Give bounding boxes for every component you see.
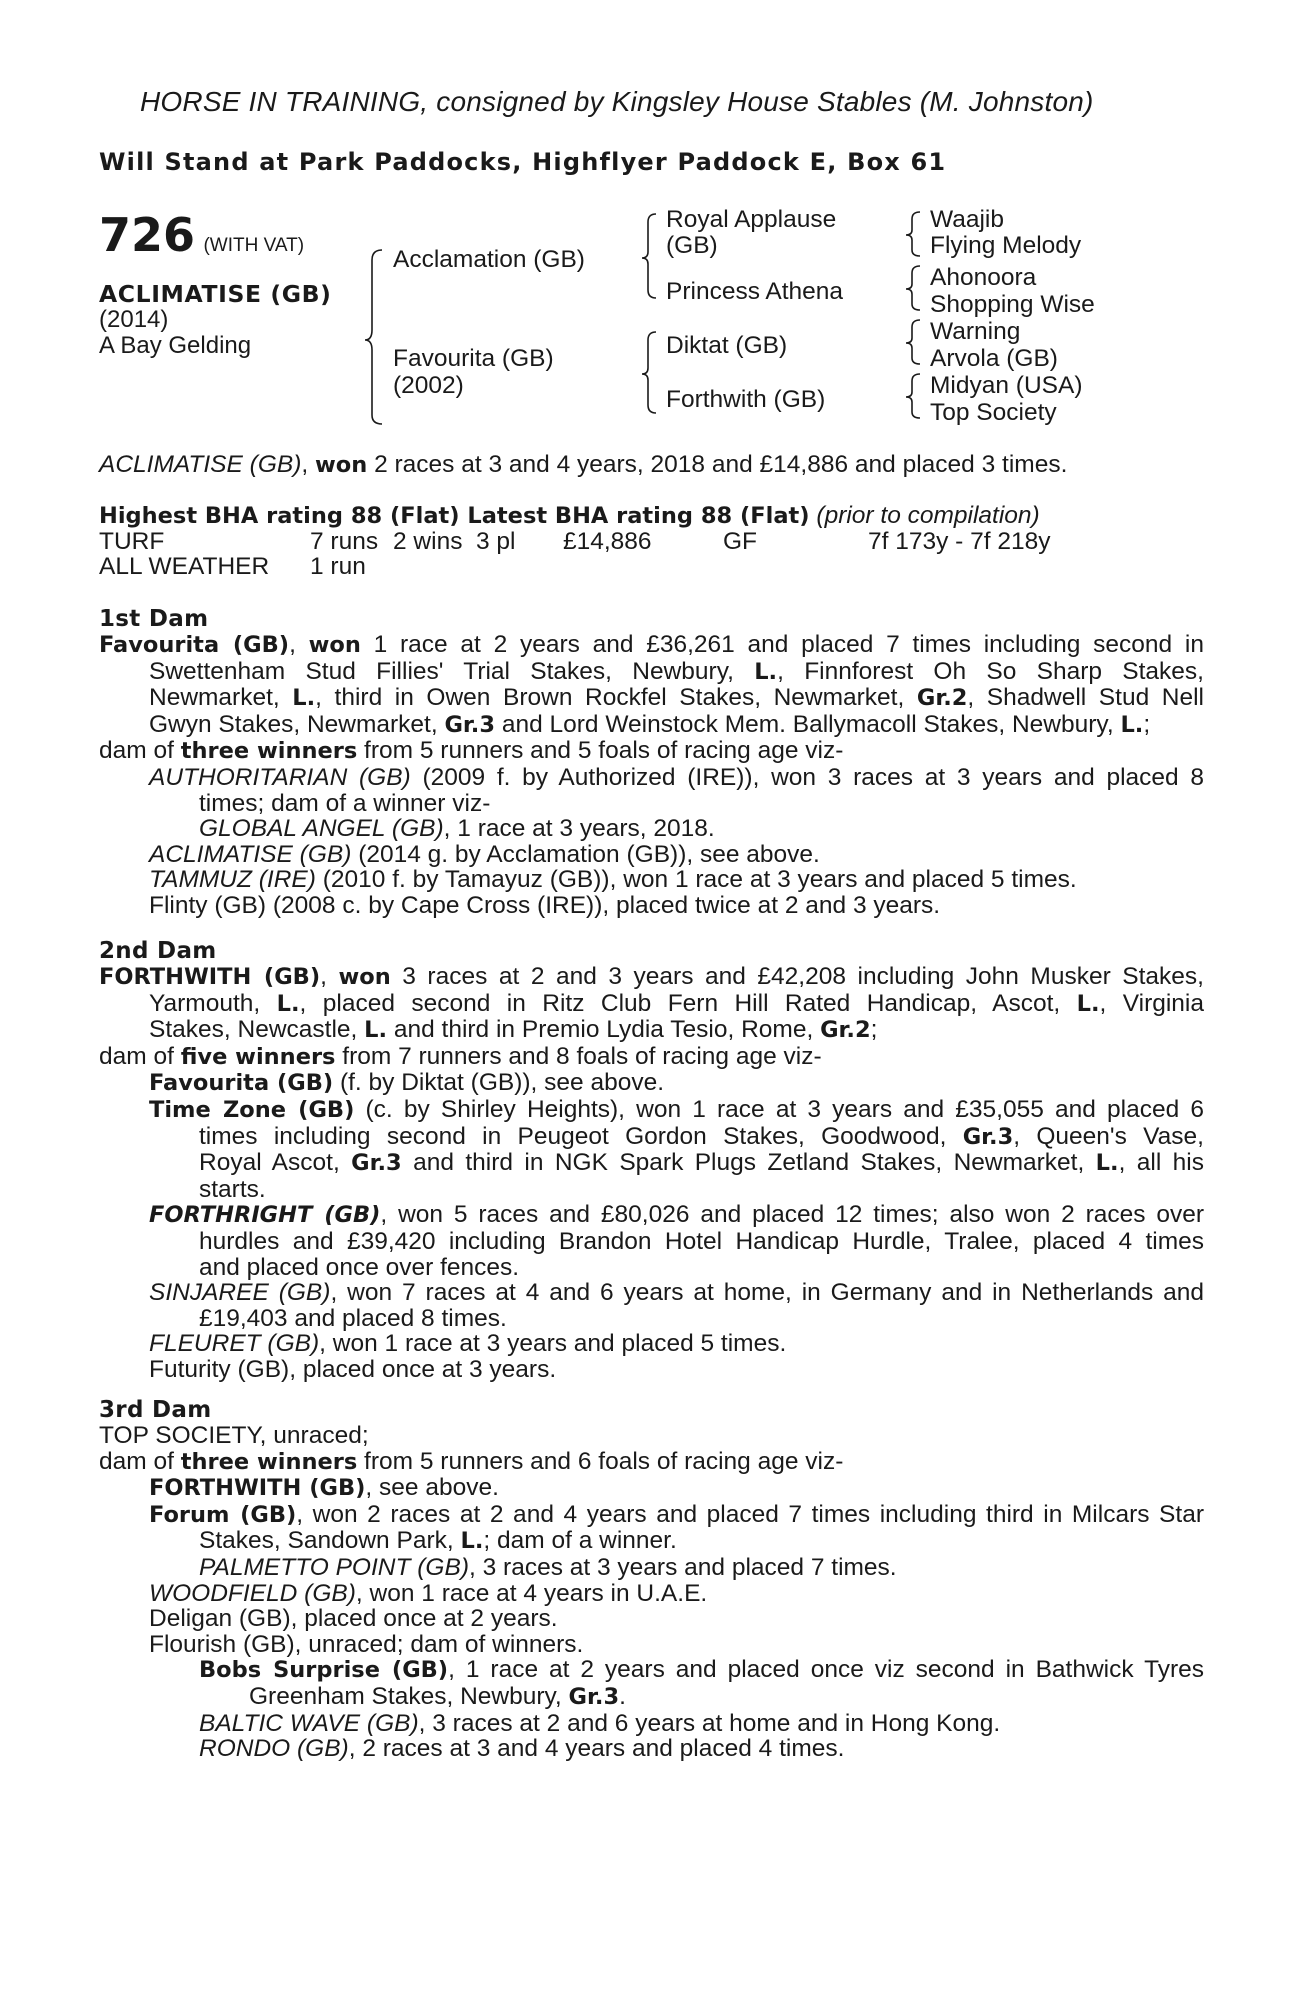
- second-dam-produce-1: Favourita (GB) (f. by Diktat (GB)), see above.: [149, 1069, 665, 1097]
- third-dam-produce-2c: PALMETTO POINT (GB), 3 races at 3 years and placed 7 times.: [199, 1553, 897, 1581]
- second-dam-produce-3b: hurdles and £39,420 including Brandon Hotel Handicap Hurdle, Tralee, placed 4 times: [199, 1227, 1204, 1255]
- pedigree-g8: Top Society: [930, 399, 1057, 426]
- second-dam-produce-4a: SINJAREE (GB), won 7 races at 4 and 6 years at home, in Germany and in Netherlands and: [149, 1279, 1204, 1307]
- third-dam-produce-1: FORTHWITH (GB), see above.: [149, 1474, 499, 1502]
- aw-label: ALL WEATHER: [99, 553, 270, 580]
- page-title: HORSE IN TRAINING, consigned by Kingsley House Stables (M. Johnston): [140, 86, 1094, 117]
- third-dam-produce-7: BALTIC WAVE (GB), 3 races at 2 and 6 years at home and in Hong Kong.: [199, 1709, 1001, 1737]
- summary-horse-name: ACLIMATISE (GB): [99, 451, 302, 478]
- turf-runs: 7 runs: [310, 528, 379, 555]
- pedigree-dam-sire: Diktat (GB): [666, 332, 788, 359]
- third-dam-produce-4: Deligan (GB), placed once at 2 years.: [149, 1605, 558, 1633]
- pedigree-g6: Arvola (GB): [930, 345, 1058, 372]
- third-dam-produce-2a: Forum (GB), won 2 races at 2 and 4 years and placed 7 times including third in Milcars Star: [149, 1500, 1204, 1528]
- first-dam-block: [99, 632, 1204, 919]
- third-dam-produce-6b: Greenham Stakes, Newbury, Gr.3.: [249, 1682, 626, 1710]
- first-dam-produce-1a: AUTHORITARIAN (GB) (2009 f. by Authorized (IRE)), won 3 races at 3 years and placed 8: [149, 763, 1205, 791]
- second-dam-heading: 2nd Dam: [99, 938, 217, 964]
- pedigree-sire: Acclamation (GB): [393, 246, 585, 273]
- pedigree-g7: Midyan (USA): [930, 372, 1083, 399]
- pedigree-sire-sire-country: (GB): [666, 232, 718, 259]
- second-dam-produce-2d: starts.: [199, 1175, 266, 1203]
- third-dam-block: [99, 1423, 1204, 1762]
- first-dam-produce-4: Flinty (GB) (2008 c. by Cape Cross (IRE)), placed twice at 2 and 3 years.: [149, 891, 941, 919]
- second-dam-produce-5: FLEURET (GB), won 1 race at 3 years and placed 5 times.: [149, 1330, 787, 1358]
- turf-wins: 2 wins: [393, 528, 463, 555]
- turf-distance: 7f 173y - 7f 218y: [868, 528, 1051, 555]
- second-dam-produce-4b: £19,403 and placed 8 times.: [199, 1304, 507, 1332]
- second-dam-block: [99, 964, 1204, 1383]
- second-dam-produce-3a: FORTHRIGHT (GB), won 5 races and £80,026 and placed 12 times; also won 2 races over: [149, 1201, 1204, 1229]
- first-dam-produce-3: TAMMUZ (IRE) (2010 f. by Tamayuz (GB)), won 1 race at 3 years and placed 5 times.: [149, 866, 1077, 894]
- pedigree-g5: Warning: [930, 318, 1021, 345]
- summary-text: 2 races at 3 and 4 years, 2018 and £14,886 and placed 3 times.: [367, 451, 1068, 478]
- second-dam-produce-6: Futurity (GB), placed once at 3 years.: [149, 1355, 557, 1383]
- pedigree-g3: Ahonoora: [930, 264, 1037, 291]
- stand-location: Will Stand at Park Paddocks, Highflyer Paddock E, Box 61: [99, 148, 947, 176]
- first-dam-heading: 1st Dam: [99, 606, 209, 632]
- first-dam-produce-1c: GLOBAL ANGEL (GB), 1 race at 3 years, 2018.: [199, 815, 715, 843]
- first-dam-line-1: Favourita (GB), won 1 race at 2 years and £36,261 and placed 7 times including second in: [99, 631, 1204, 658]
- second-dam-line-3: Stakes, Newcastle, L. and third in Premio Lydia Tesio, Rome, Gr.2;: [149, 1016, 878, 1044]
- turf-earnings: £14,886: [563, 528, 652, 555]
- horse-year: (2014): [99, 306, 169, 333]
- first-dam-line-4: Gwyn Stakes, Newmarket, Gr.3 and Lord Weinstock Mem. Ballymacoll Stakes, Newbury, L.;: [149, 710, 1151, 738]
- third-dam-heading: 3rd Dam: [99, 1397, 212, 1423]
- third-dam-produce-5: Flourish (GB), unraced; dam of winners.: [149, 1630, 584, 1658]
- second-dam-line-2: Yarmouth, L., placed second in Ritz Club Fern Hill Rated Handicap, Ascot, L., Virginia: [149, 989, 1205, 1017]
- third-dam-line-1: TOP SOCIETY, unraced;: [99, 1422, 369, 1449]
- lot-number: 726: [99, 208, 196, 262]
- third-dam-produce-6a: Bobs Surprise (GB), 1 race at 2 years and placed once viz second in Bathwick Tyres: [199, 1656, 1205, 1684]
- race-summary: ACLIMATISE (GB), won 2 races at 3 and 4 years, 2018 and £14,886 and placed 3 times.: [99, 451, 1068, 478]
- third-dam-produce-3: WOODFIELD (GB), won 1 race at 4 years in U.A.E.: [149, 1579, 708, 1607]
- second-dam-line-4: dam of five winners from 7 runners and 8 foals of racing age viz-: [99, 1042, 822, 1070]
- first-dam-line-2: Swettenham Stud Fillies' Trial Stakes, Newbury, L., Finnforest Oh So Sharp Stakes,: [149, 657, 1204, 685]
- ratings-heading: [99, 503, 1040, 530]
- pedigree-g1: Waajib: [930, 206, 1004, 233]
- first-dam-produce-1b: times; dam of a winner viz-: [199, 789, 491, 817]
- pedigree-brackets: [0, 0, 1314, 440]
- vat-note: (WITH VAT): [203, 235, 305, 256]
- second-dam-produce-3c: and placed once over fences.: [199, 1253, 520, 1281]
- third-dam-line-2: dam of three winners from 5 runners and 6 foals of racing age viz-: [99, 1447, 844, 1475]
- ratings-note: (prior to compilation): [816, 502, 1040, 529]
- horse-name: ACLIMATISE (GB): [99, 280, 332, 308]
- pedigree-dam: Favourita (GB): [393, 345, 554, 372]
- second-dam-produce-2a: Time Zone (GB) (c. by Shirley Heights), won 1 race at 3 years and £35,055 and placed 6: [149, 1095, 1204, 1123]
- third-dam-produce-2b: Stakes, Sandown Park, L.; dam of a winner.: [199, 1527, 677, 1555]
- horse-description: A Bay Gelding: [99, 332, 252, 359]
- first-dam-produce-2: ACLIMATISE (GB) (2014 g. by Acclamation (GB)), see above.: [149, 840, 820, 868]
- third-dam-produce-8: RONDO (GB), 2 races at 3 and 4 years and placed 4 times.: [199, 1735, 845, 1763]
- turf-going: GF: [723, 528, 758, 555]
- aw-runs: 1 run: [310, 553, 366, 580]
- second-dam-line-1: FORTHWITH (GB), won 3 races at 2 and 3 years and £42,208 including John Musker Stakes,: [99, 963, 1204, 990]
- ratings-title: Highest BHA rating 88 (Flat) Latest BHA rating 88 (Flat): [99, 503, 810, 529]
- pedigree-g4: Shopping Wise: [930, 291, 1095, 318]
- first-dam-line-5: dam of three winners from 5 runners and 5 foals of racing age viz-: [99, 737, 844, 765]
- pedigree-dam-dam: Forthwith (GB): [666, 386, 826, 413]
- pedigree-sire-sire: Royal Applause: [666, 206, 837, 233]
- second-dam-produce-2b: times including second in Peugeot Gordon Stakes, Goodwood, Gr.3, Queen's Vase,: [199, 1122, 1204, 1150]
- pedigree-dam-year: (2002): [393, 372, 464, 399]
- pedigree-sire-dam: Princess Athena: [666, 278, 844, 305]
- turf-label: TURF: [99, 528, 165, 555]
- turf-placed: 3 pl: [476, 528, 516, 555]
- summary-won: won: [315, 452, 368, 478]
- second-dam-produce-2c: Royal Ascot, Gr.3 and third in NGK Spark Plugs Zetland Stakes, Newmarket, L., all his: [199, 1149, 1204, 1177]
- first-dam-line-3: Newmarket, L., third in Owen Brown Rockfel Stakes, Newmarket, Gr.2, Shadwell Stud Nell: [149, 684, 1204, 712]
- pedigree-g2: Flying Melody: [930, 232, 1082, 259]
